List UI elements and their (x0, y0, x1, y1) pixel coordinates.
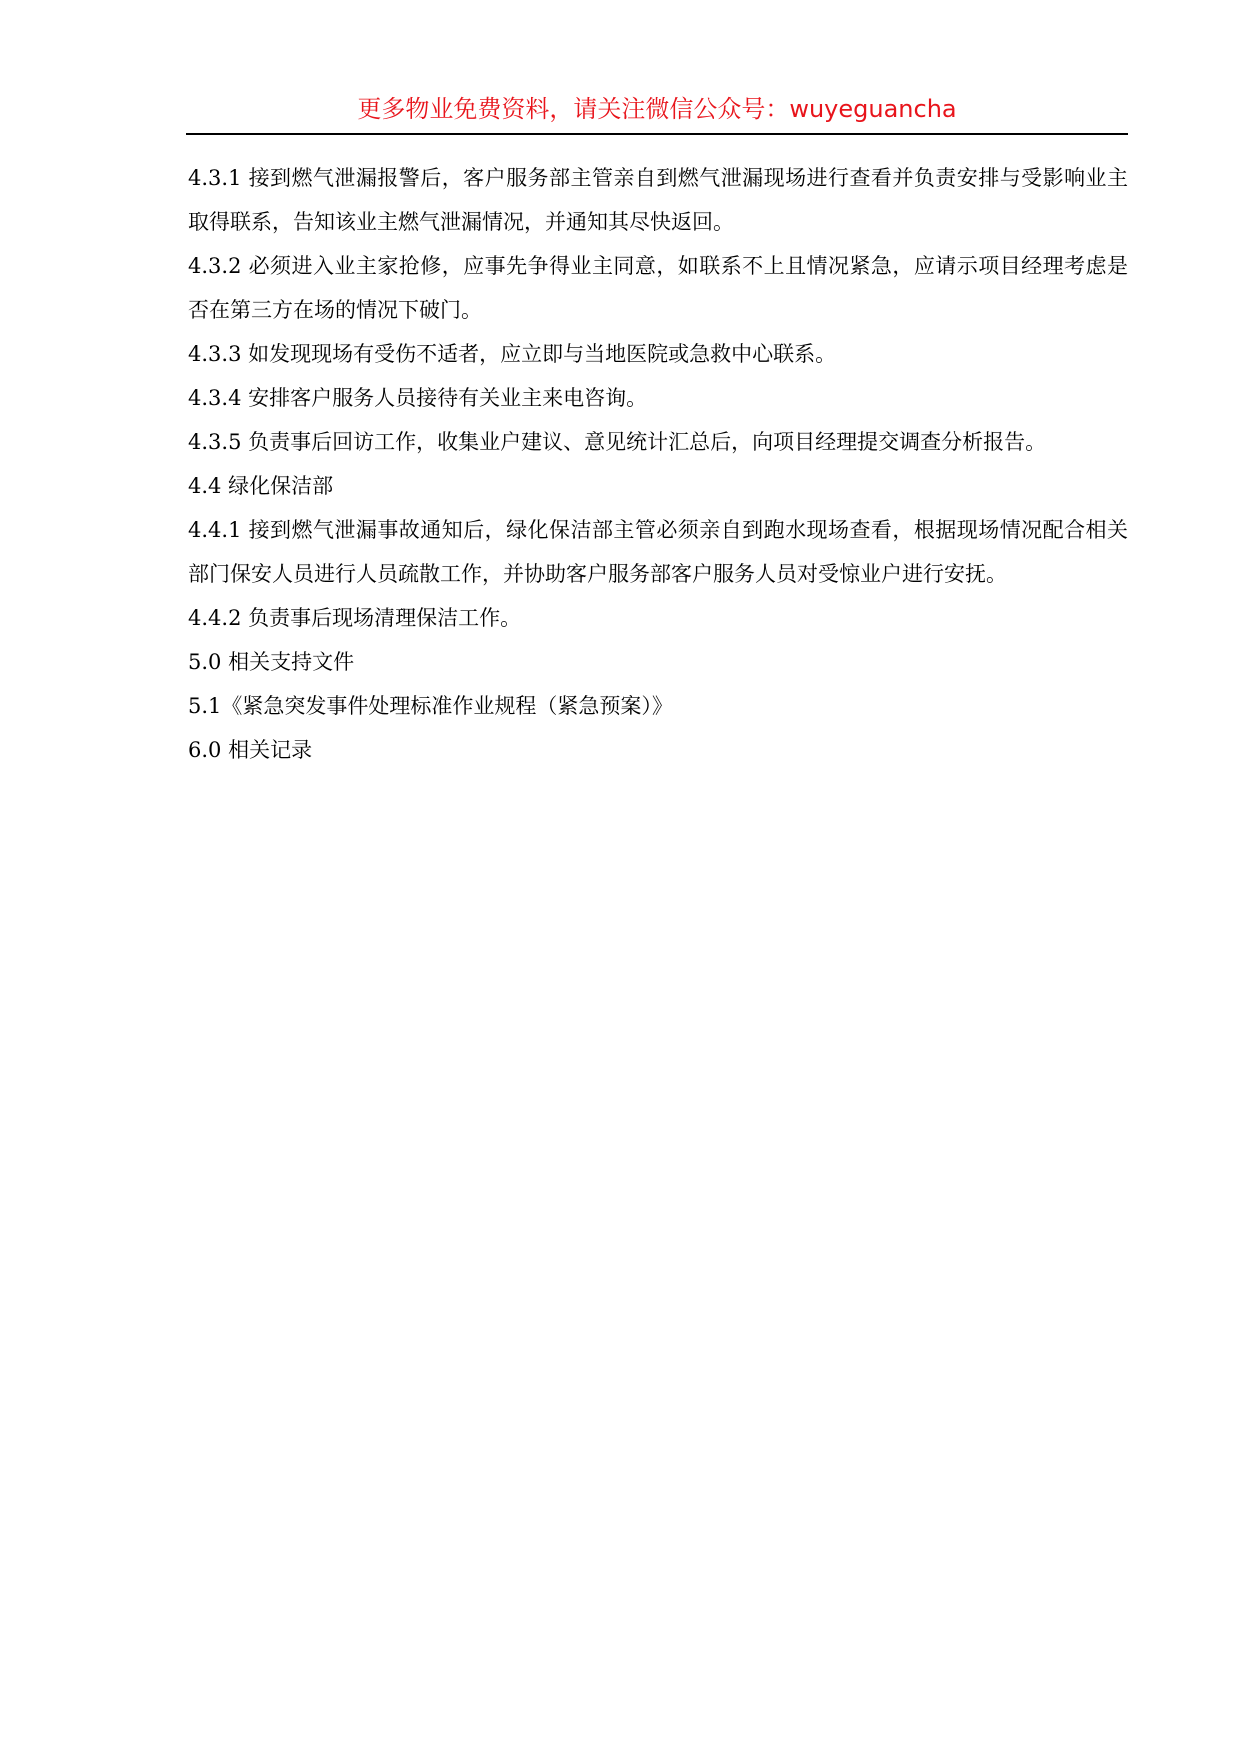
document-body (188, 156, 1128, 772)
paragraph-4-3-2: 4.3.2 必须进入业主家抢修，应事先争得业主同意，如联系不上且情况紧急，应请示项目经理考虑是否在第三方在场的情况下破门。 (188, 254, 1128, 322)
paragraph-4-4-1: 4.4.1 接到燃气泄漏事故通知后，绿化保洁部主管必须亲自到跑水现场查看，根据现场情况配合相关部门保安人员进行人员疏散工作，并协助客户服务部客户服务人员对受惊业户进行安抚。 (188, 518, 1128, 586)
section-heading-4-4: 4.4 绿化保洁部 (188, 474, 334, 498)
section-heading-6-0: 6.0 相关记录 (188, 738, 313, 762)
paragraph-4-4-2: 4.4.2 负责事后现场清理保洁工作。 (188, 606, 522, 630)
paragraph-4-3-5: 4.3.5 负责事后回访工作，收集业户建议、意见统计汇总后，向项目经理提交调查分析报告。 (188, 430, 1047, 454)
paragraph-4-3-4: 4.3.4 安排客户服务人员接待有关业主来电咨询。 (188, 386, 648, 410)
section-heading-5-0: 5.0 相关支持文件 (188, 650, 355, 674)
paragraph-4-3-1: 4.3.1 接到燃气泄漏报警后，客户服务部主管亲自到燃气泄漏现场进行查看并负责安排与受影响业主取得联系，告知该业主燃气泄漏情况，并通知其尽快返回。 (188, 166, 1128, 234)
paragraph-5-1: 5.1《紧急突发事件处理标准作业规程（紧急预案）》 (188, 694, 673, 718)
header-banner: 更多物业免费资料，请关注微信公众号：wuyeguancha (357, 95, 957, 123)
paragraph-4-3-3: 4.3.3 如发现现场有受伤不适者，应立即与当地医院或急救中心联系。 (188, 342, 837, 366)
header-divider (186, 133, 1128, 135)
